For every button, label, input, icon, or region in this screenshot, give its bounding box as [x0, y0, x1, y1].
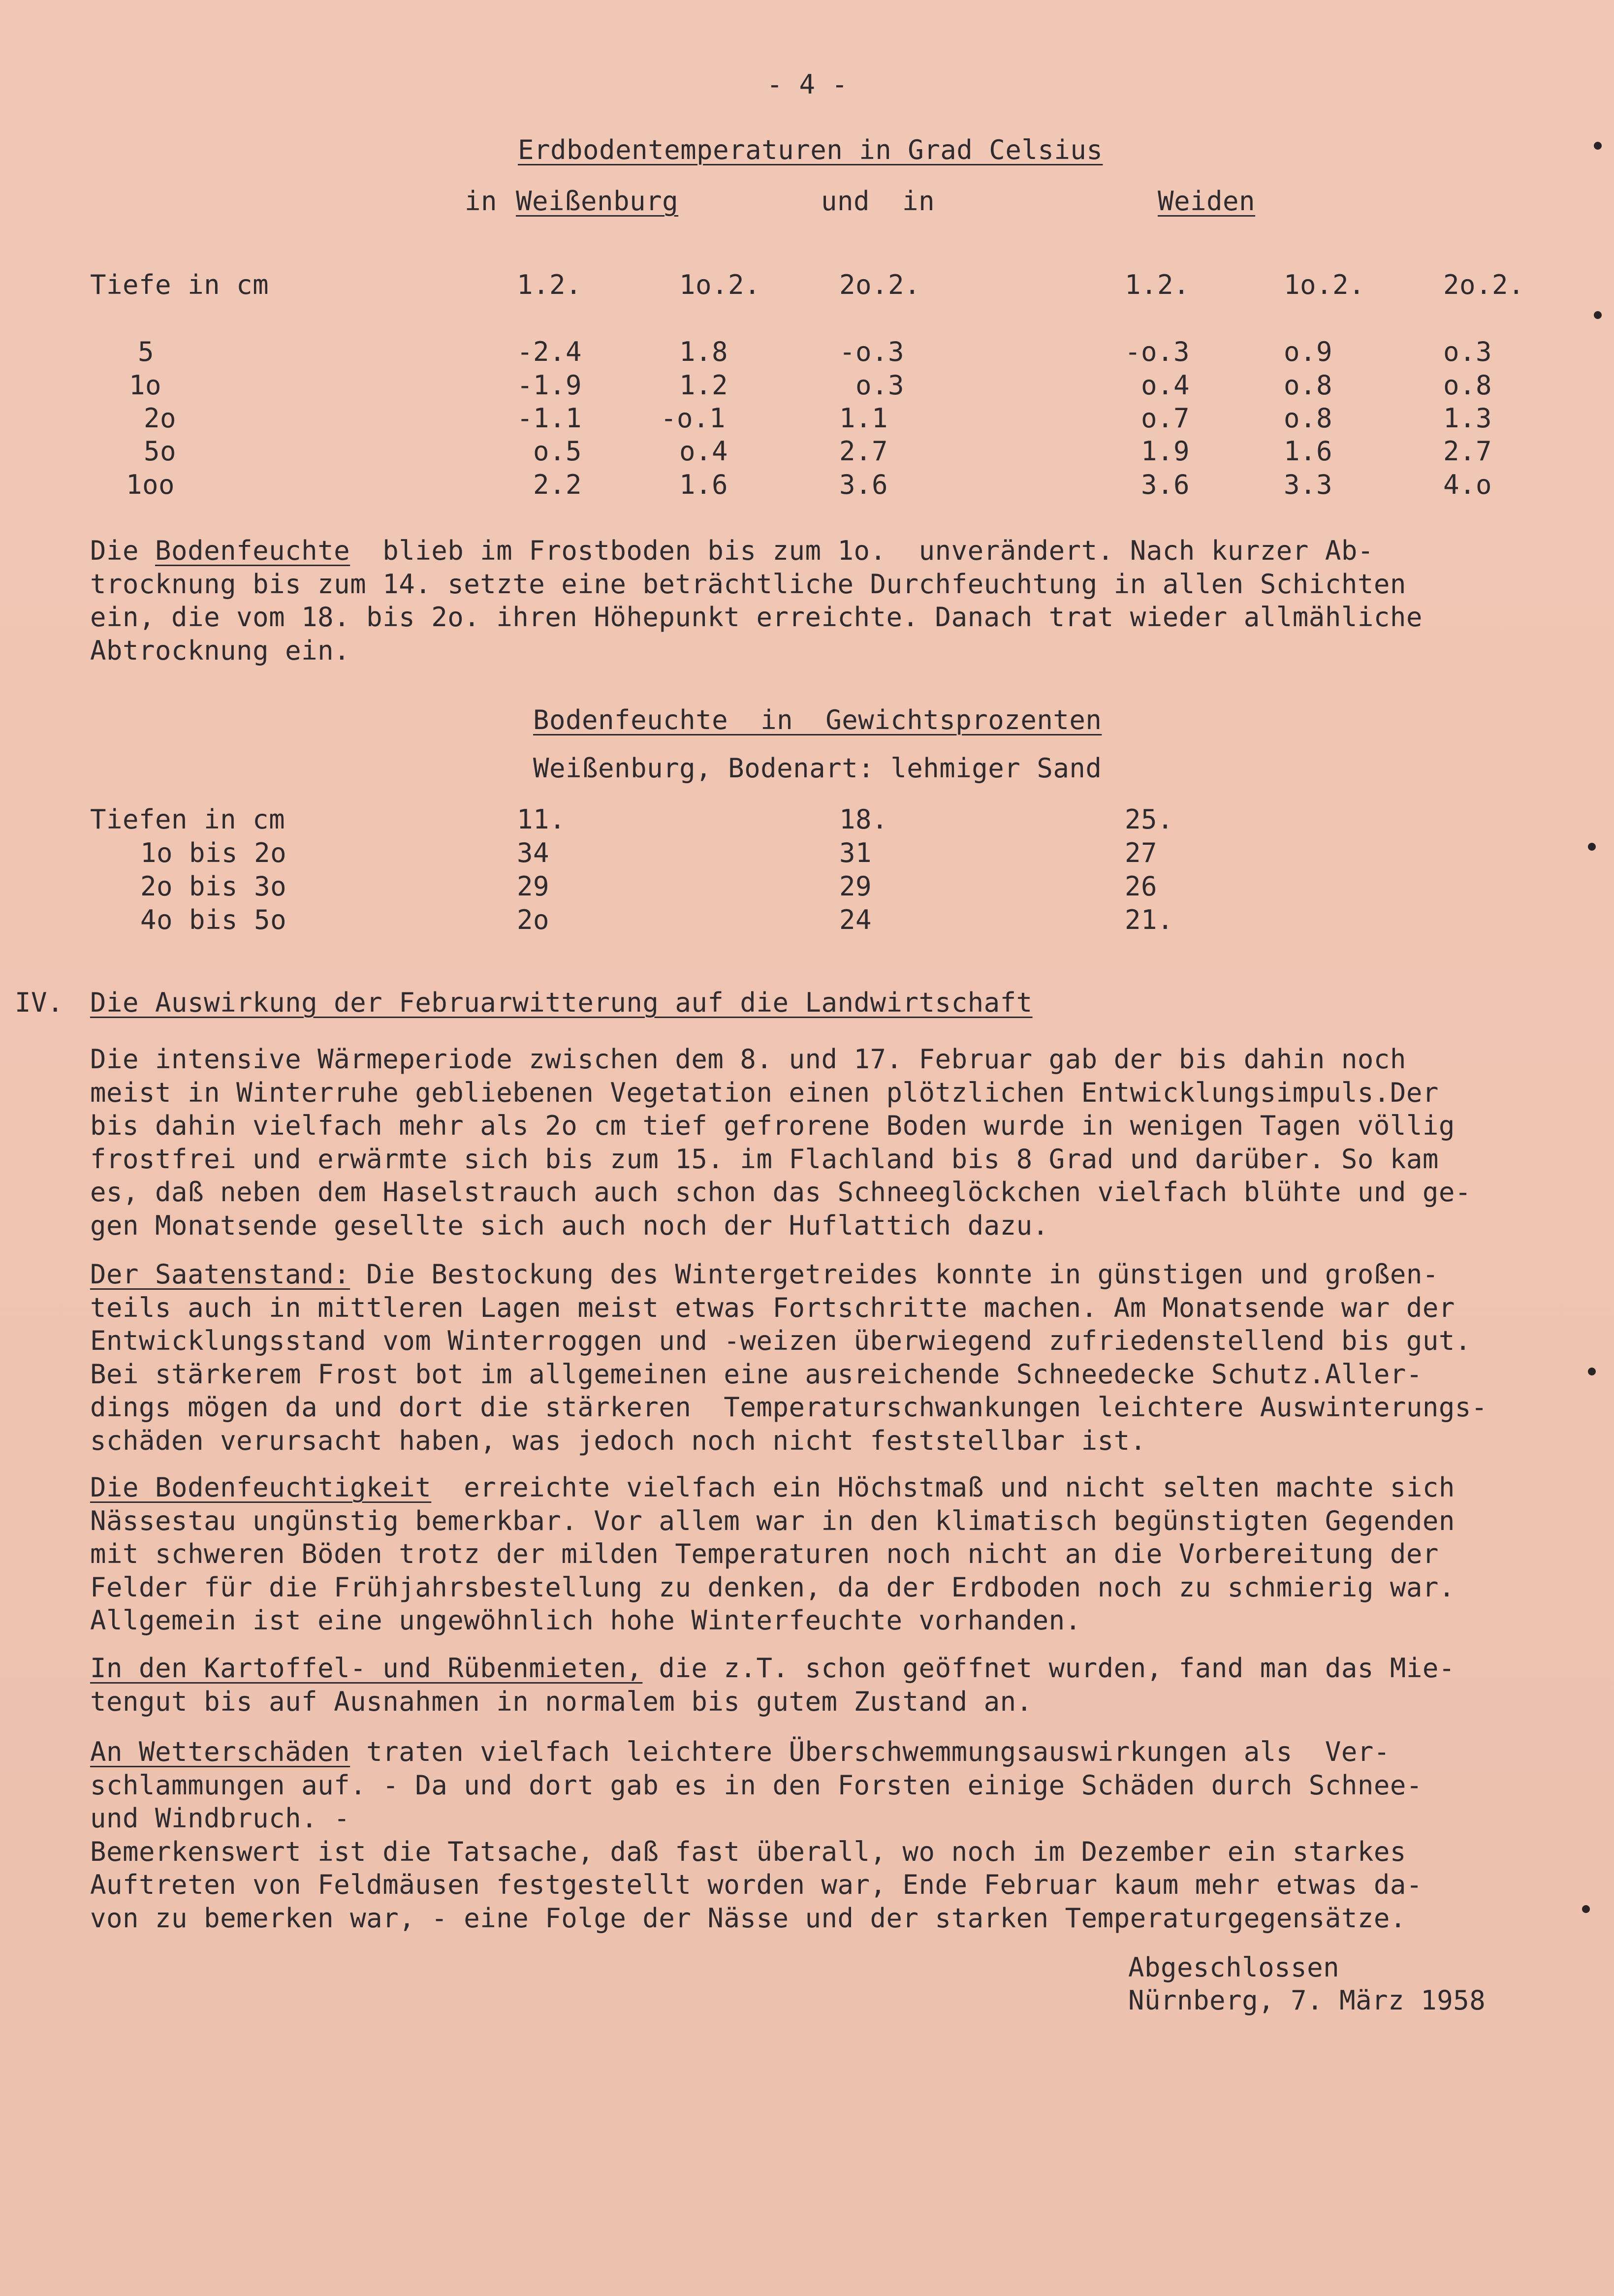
paragraph-line: gen Monatsende gesellte sich auch noch der Huflattich dazu.	[90, 1210, 1049, 1241]
temp-cell: 2.7	[839, 436, 888, 467]
section-paragraph-4	[90, 1652, 1591, 1718]
temp-cell: o.7	[1141, 403, 1190, 434]
binder-mark	[1588, 843, 1596, 851]
temp-cell: -1.9	[517, 370, 582, 401]
section-paragraph-2	[90, 1258, 1591, 1457]
binder-mark	[1588, 1368, 1596, 1375]
moisture-cell: 31	[839, 837, 872, 868]
temp-cell: 1.6	[1284, 436, 1333, 467]
paragraph-line: von zu bemerken war, - eine Folge der Nässe und der starken Temperaturgegensätze.	[90, 1902, 1406, 1934]
temp-cell: o.4	[679, 436, 728, 467]
bodenfeuchte-label: Bodenfeuchte	[155, 535, 350, 566]
moisture-date: 25.	[1125, 804, 1174, 835]
moisture-cell: 2o	[517, 904, 550, 935]
paragraph-line: Die intensive Wärmeperiode zwischen dem 8. und 17. Februar gab der bis dahin noch	[90, 1044, 1406, 1075]
temp-cell: o.8	[1284, 403, 1333, 434]
paragraph-line: Die Bodenfeuchtigkeit erreichte vielfach ein Höchstmaß und nicht selten machte sich	[90, 1472, 1455, 1503]
temp-row-depth: 1oo	[126, 469, 175, 500]
moisture-cell: 29	[839, 871, 872, 902]
paragraph-line: An Wetterschäden traten vielfach leichtere Überschwemmungsauswirkungen als Ver-	[90, 1736, 1390, 1767]
moisture-date: 18.	[839, 804, 888, 835]
moisture-row-depth: 4o bis 5o	[140, 904, 287, 935]
paragraph-line: tengut bis auf Ausnahmen in normalem bis gutem Zustand an.	[90, 1686, 1033, 1717]
paragraph-line: Entwicklungsstand vom Winterroggen und -weizen überwiegend zufriedenstellend bis gut.	[90, 1325, 1471, 1356]
bodenfeuchte-paragraph	[90, 534, 1591, 667]
binder-mark	[1594, 142, 1602, 150]
paragraph-line: trocknung bis zum 14. setzte eine beträchtliche Durchfeuchtung in allen Schichten	[90, 568, 1406, 600]
moisture-cell: 26	[1125, 871, 1158, 902]
binder-mark	[1582, 1905, 1590, 1913]
temp-cell: 1.2	[679, 370, 728, 401]
date-a-2: 1o.2.	[679, 269, 761, 300]
temp-cell: o.8	[1443, 370, 1492, 401]
temp-row-depth: 5	[138, 336, 155, 367]
temp-cell: 3.6	[839, 469, 888, 500]
binder-mark	[1594, 311, 1602, 319]
moisture-cell: 27	[1125, 837, 1158, 868]
paragraph-line: es, daß neben dem Haselstrauch auch schon das Schneeglöckchen vielfach blühte und ge-	[90, 1177, 1471, 1208]
temp-cell: -2.4	[517, 336, 582, 367]
temp-cell: -o.1	[661, 403, 726, 434]
temp-cell: o.9	[1284, 336, 1333, 367]
paragraph-line: Der Saatenstand: Die Bestockung des Wintergetreides konnte in günstigen und großen-	[90, 1259, 1439, 1290]
temp-cell: 4.o	[1443, 469, 1492, 500]
date-b-2: 1o.2.	[1284, 269, 1365, 300]
temp-table-title: Erdbodentemperaturen in Grad Celsius	[518, 134, 1103, 165]
paragraph-line: bis dahin vielfach mehr als 2o cm tief gefrorene Boden wurde in wenigen Tagen völlig	[90, 1110, 1455, 1141]
section-paragraph-3	[90, 1471, 1591, 1637]
date-a-1: 1.2.	[517, 269, 582, 300]
moisture-row-depth: 2o bis 3o	[140, 871, 287, 902]
date-b-3: 2o.2.	[1443, 269, 1525, 300]
page-number: - 4 -	[766, 69, 848, 100]
moisture-table-title: Bodenfeuchte in Gewichtsprozenten	[533, 704, 1102, 735]
temp-cell: -o.3	[839, 336, 905, 367]
temp-cell: 1.6	[679, 469, 728, 500]
location-connector: und in	[821, 186, 935, 217]
temp-cell: o.4	[1141, 370, 1190, 401]
paragraph-line: teils auch in mittleren Lagen meist etwas Fortschritte machen. Am Monatsende war der	[90, 1292, 1455, 1323]
temp-row-depth: 1o	[129, 370, 162, 401]
paragraph-line: Auftreten von Feldmäusen festgestellt worden war, Ende Februar kaum mehr etwas da-	[90, 1869, 1423, 1900]
section-number: IV.	[15, 987, 64, 1018]
moisture-depth-header: Tiefen in cm	[90, 804, 285, 835]
moisture-cell: 21.	[1125, 904, 1174, 935]
temp-cell: 2.2	[533, 469, 582, 500]
temp-cell: 1.8	[679, 336, 728, 367]
temp-cell: o.3	[1443, 336, 1492, 367]
paragraph-line: Bei stärkerem Frost bot im allgemeinen eine ausreichende Schneedecke Schutz.Aller-	[90, 1358, 1423, 1390]
section-paragraph-1	[90, 1043, 1591, 1242]
temp-cell: 3.6	[1141, 469, 1190, 500]
temp-cell: 1.9	[1141, 436, 1190, 467]
temp-cell: o.3	[855, 370, 905, 401]
moisture-row-depth: 1o bis 2o	[140, 837, 287, 868]
saatenstand-label: Der Saatenstand:	[90, 1259, 350, 1290]
paragraph-line: meist in Winterruhe gebliebenen Vegetation einen plötzlichen Entwicklungsimpuls.Der	[90, 1077, 1439, 1108]
paragraph-line: mit schweren Böden trotz der milden Temperaturen noch nicht an die Vorbereitung der	[90, 1538, 1439, 1569]
paragraph-line: frostfrei und erwärmte sich bis zum 15. im Flachland bis 8 Grad und darüber. So kam	[90, 1143, 1439, 1175]
section-heading: Die Auswirkung der Februarwitterung auf die Landwirtschaft	[90, 987, 1033, 1018]
bodenfeuchtigkeit-label: Die Bodenfeuchtigkeit	[90, 1472, 432, 1503]
paragraph-line: Abtrocknung ein.	[90, 635, 350, 666]
section-paragraph-5	[90, 1735, 1591, 1935]
temp-cell: -1.1	[517, 403, 582, 434]
moisture-date: 11.	[517, 804, 566, 835]
moisture-cell: 24	[839, 904, 872, 935]
date-b-1: 1.2.	[1125, 269, 1190, 300]
location-weiden: Weiden	[1158, 186, 1256, 217]
depth-header: Tiefe in cm	[90, 269, 269, 300]
location-weissenburg: Weißenburg	[516, 186, 679, 217]
paragraph-line: und Windbruch. -	[90, 1803, 350, 1834]
temp-cell: 3.3	[1284, 469, 1333, 500]
moisture-cell: 34	[517, 837, 550, 868]
closing-line-1: Abgeschlossen	[1128, 1952, 1340, 1983]
paragraph-line: Nässestau ungünstig bemerkbar. Vor allem war in den klimatisch begünstigten Gegenden	[90, 1505, 1455, 1536]
paragraph-line: Felder für die Frühjahrsbestellung zu denken, da der Erdboden noch zu schmierig war.	[90, 1571, 1455, 1603]
temp-row-depth: 5o	[144, 436, 177, 467]
location-in-label: in	[465, 186, 498, 217]
wetterschaeden-label: An Wetterschäden	[90, 1736, 350, 1767]
paragraph-line: ein, die vom 18. bis 2o. ihren Höhepunkt erreichte. Danach trat wieder allmähliche	[90, 602, 1423, 633]
temp-cell: -o.3	[1125, 336, 1190, 367]
temp-cell: o.8	[1284, 370, 1333, 401]
moisture-cell: 29	[517, 871, 550, 902]
paragraph-line: Bemerkenswert ist die Tatsache, daß fast überall, wo noch im Dezember ein starkes	[90, 1836, 1406, 1867]
temp-cell: 2.7	[1443, 436, 1492, 467]
temp-cell: 1.3	[1443, 403, 1492, 434]
moisture-table-subtitle: Weißenburg, Bodenart: lehmiger Sand	[533, 753, 1102, 784]
temp-cell: o.5	[533, 436, 582, 467]
date-a-3: 2o.2.	[839, 269, 921, 300]
temp-cell: 1.1	[839, 403, 888, 434]
mieten-label: In den Kartoffel- und Rübenmieten,	[90, 1653, 643, 1684]
paragraph-line: schäden verursacht haben, was jedoch noch nicht feststellbar ist.	[90, 1425, 1146, 1456]
paragraph-line: In den Kartoffel- und Rübenmieten, die z.T. schon geöffnet wurden, fand man das Mie-	[90, 1653, 1455, 1684]
paragraph-line: Die Bodenfeuchte blieb im Frostboden bis zum 1o. unverändert. Nach kurzer Ab-	[90, 535, 1374, 566]
paragraph-line: schlammungen auf. - Da und dort gab es in den Forsten einige Schäden durch Schnee-	[90, 1769, 1423, 1801]
temp-row-depth: 2o	[144, 403, 177, 434]
paragraph-line: dings mögen da und dort die stärkeren Temperaturschwankungen leichtere Auswinterungs-	[90, 1392, 1487, 1423]
closing-line-2: Nürnberg, 7. März 1958	[1128, 1985, 1486, 2016]
paragraph-line: Allgemein ist eine ungewöhnlich hohe Winterfeuchte vorhanden.	[90, 1605, 1081, 1636]
